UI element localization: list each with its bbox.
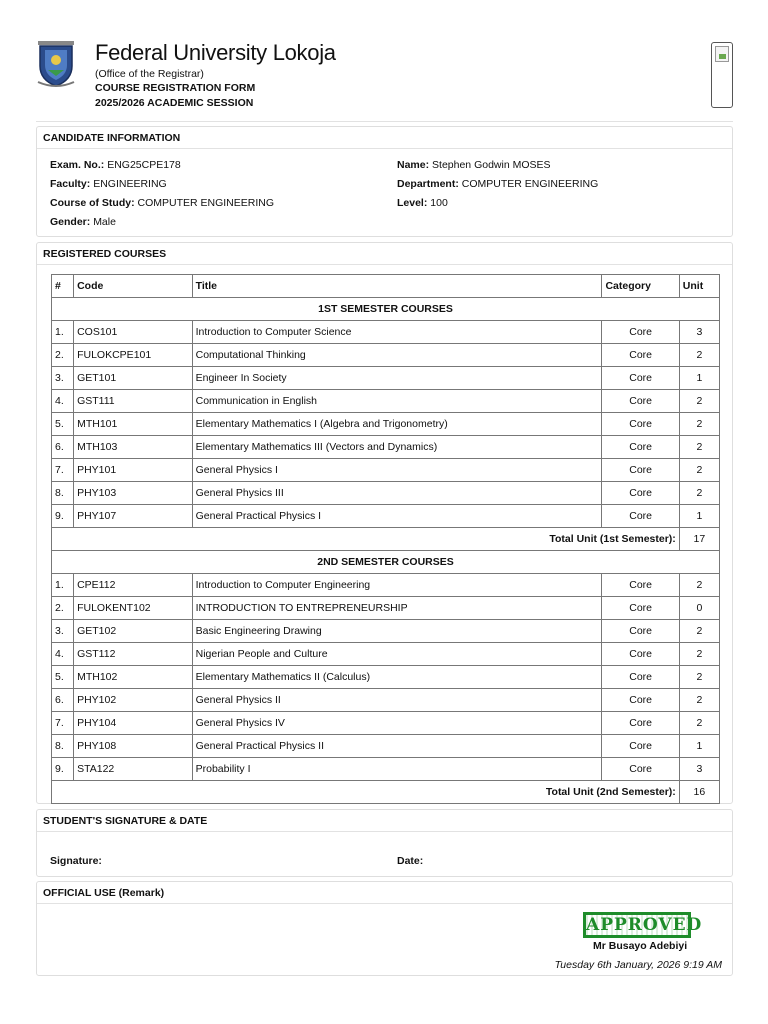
table-row [52, 597, 720, 620]
course-unit: 2 [679, 459, 719, 482]
course-unit: 2 [679, 413, 719, 436]
course-title: INTRODUCTION TO ENTREPRENEURSHIP [192, 597, 602, 620]
course-of-study: Course of Study: COMPUTER ENGINEERING [50, 197, 275, 209]
course-title: Communication in English [192, 390, 602, 413]
approver-name: Mr Busayo Adebiyi [593, 940, 688, 952]
course-code: COS101 [74, 321, 193, 344]
course-code: GET102 [74, 620, 193, 643]
course-category: Core [602, 482, 679, 505]
course-unit: 2 [679, 643, 719, 666]
table-header-row [52, 275, 720, 298]
row-number: 4. [52, 390, 74, 413]
column-header: Category [602, 275, 679, 298]
course-code: STA122 [74, 758, 193, 781]
approval-timestamp: Tuesday 6th January, 2026 9:19 AM [554, 959, 722, 971]
course-title: General Physics I [192, 459, 602, 482]
course-title: Elementary Mathematics II (Calculus) [192, 666, 602, 689]
office-line: (Office of the Registrar) [95, 68, 204, 80]
course-code: GET101 [74, 367, 193, 390]
row-number: 2. [52, 597, 74, 620]
signature-label: Signature: [50, 855, 102, 867]
course-title: Nigerian People and Culture [192, 643, 602, 666]
panel-heading: CANDIDATE INFORMATION [37, 127, 732, 149]
course-unit: 1 [679, 505, 719, 528]
table-row [52, 505, 720, 528]
row-number: 9. [52, 758, 74, 781]
course-title: Engineer In Society [192, 367, 602, 390]
course-unit: 2 [679, 344, 719, 367]
table-row [52, 367, 720, 390]
passport-photo [711, 42, 733, 108]
registered-courses-panel [36, 242, 733, 804]
course-category: Core [602, 367, 679, 390]
course-category: Core [602, 413, 679, 436]
table-row [52, 620, 720, 643]
department: Department: COMPUTER ENGINEERING [397, 178, 599, 190]
course-title: General Physics II [192, 689, 602, 712]
column-header: Title [192, 275, 602, 298]
table-row [52, 436, 720, 459]
signature-panel [36, 809, 733, 877]
course-category: Core [602, 643, 679, 666]
column-header: Unit [679, 275, 719, 298]
table-row [52, 689, 720, 712]
university-name: Federal University Lokoja [95, 40, 336, 65]
form-title: COURSE REGISTRATION FORM [95, 82, 256, 94]
course-category: Core [602, 436, 679, 459]
course-unit: 2 [679, 666, 719, 689]
row-number: 5. [52, 666, 74, 689]
form-header [36, 40, 736, 116]
course-unit: 2 [679, 574, 719, 597]
course-unit: 2 [679, 482, 719, 505]
row-number: 8. [52, 482, 74, 505]
level: Level: 100 [397, 197, 448, 209]
course-category: Core [602, 321, 679, 344]
course-code: MTH102 [74, 666, 193, 689]
course-code: PHY107 [74, 505, 193, 528]
panel-heading: OFFICIAL USE (Remark) [37, 882, 732, 904]
course-unit: 3 [679, 758, 719, 781]
course-unit: 1 [679, 367, 719, 390]
course-category: Core [602, 620, 679, 643]
session-line: 2025/2026 ACADEMIC SESSION [95, 97, 254, 109]
course-unit: 2 [679, 390, 719, 413]
course-unit: 2 [679, 689, 719, 712]
panel-heading: STUDENT'S SIGNATURE & DATE [37, 810, 732, 832]
course-category: Core [602, 597, 679, 620]
total-row [52, 781, 720, 804]
row-number: 3. [52, 367, 74, 390]
course-unit: 2 [679, 620, 719, 643]
course-category: Core [602, 758, 679, 781]
course-title: General Physics IV [192, 712, 602, 735]
candidate-information-panel [36, 126, 733, 237]
semester-heading: 2ND SEMESTER COURSES [52, 551, 720, 574]
course-code: PHY102 [74, 689, 193, 712]
row-number: 1. [52, 574, 74, 597]
table-row [52, 482, 720, 505]
course-title: General Physics III [192, 482, 602, 505]
row-number: 5. [52, 413, 74, 436]
row-number: 4. [52, 643, 74, 666]
panel-heading: REGISTERED COURSES [37, 243, 732, 265]
university-crest-icon [36, 40, 76, 88]
course-code: PHY101 [74, 459, 193, 482]
course-title: Basic Engineering Drawing [192, 620, 602, 643]
course-category: Core [602, 459, 679, 482]
course-category: Core [602, 574, 679, 597]
course-unit: 3 [679, 321, 719, 344]
table-row [52, 390, 720, 413]
course-code: MTH103 [74, 436, 193, 459]
course-unit: 1 [679, 735, 719, 758]
row-number: 2. [52, 344, 74, 367]
row-number: 7. [52, 459, 74, 482]
table-row [52, 712, 720, 735]
total-row [52, 528, 720, 551]
course-category: Core [602, 390, 679, 413]
course-category: Core [602, 689, 679, 712]
column-header: Code [74, 275, 193, 298]
course-code: FULOKENT102 [74, 597, 193, 620]
course-unit: 2 [679, 712, 719, 735]
course-title: Elementary Mathematics I (Algebra and Trigonometry) [192, 413, 602, 436]
table-row [52, 413, 720, 436]
semester-heading-row [52, 551, 720, 574]
course-unit: 2 [679, 436, 719, 459]
course-title: General Practical Physics II [192, 735, 602, 758]
course-code: MTH101 [74, 413, 193, 436]
table-row [52, 344, 720, 367]
total-label: Total Unit (2nd Semester): [52, 781, 680, 804]
row-number: 6. [52, 436, 74, 459]
row-number: 3. [52, 620, 74, 643]
course-category: Core [602, 505, 679, 528]
table-row [52, 643, 720, 666]
gender: Gender: Male [50, 216, 116, 228]
column-header: # [52, 275, 74, 298]
course-category: Core [602, 712, 679, 735]
row-number: 6. [52, 689, 74, 712]
table-row [52, 666, 720, 689]
course-category: Core [602, 735, 679, 758]
exam-number: Exam. No.: ENG25CPE178 [50, 159, 181, 171]
semester-heading: 1ST SEMESTER COURSES [52, 298, 720, 321]
course-title: Computational Thinking [192, 344, 602, 367]
row-number: 1. [52, 321, 74, 344]
total-value: 17 [679, 528, 719, 551]
course-code: PHY103 [74, 482, 193, 505]
semester-heading-row [52, 298, 720, 321]
course-category: Core [602, 344, 679, 367]
table-row [52, 321, 720, 344]
course-title: Probability I [192, 758, 602, 781]
course-code: GST111 [74, 390, 193, 413]
row-number: 8. [52, 735, 74, 758]
total-label: Total Unit (1st Semester): [52, 528, 680, 551]
course-code: GST112 [74, 643, 193, 666]
table-row [52, 735, 720, 758]
course-code: PHY108 [74, 735, 193, 758]
course-title: Elementary Mathematics III (Vectors and Dynamics) [192, 436, 602, 459]
table-row [52, 574, 720, 597]
table-row [52, 459, 720, 482]
course-title: Introduction to Computer Engineering [192, 574, 602, 597]
candidate-name: Name: Stephen Godwin MOSES [397, 159, 551, 171]
total-value: 16 [679, 781, 719, 804]
course-unit: 0 [679, 597, 719, 620]
course-code: PHY104 [74, 712, 193, 735]
row-number: 9. [52, 505, 74, 528]
course-title: Introduction to Computer Science [192, 321, 602, 344]
date-label: Date: [397, 855, 424, 867]
courses-table [51, 274, 720, 804]
header-divider [36, 121, 733, 122]
course-category: Core [602, 666, 679, 689]
faculty: Faculty: ENGINEERING [50, 178, 167, 190]
course-code: CPE112 [74, 574, 193, 597]
course-title: General Practical Physics I [192, 505, 602, 528]
approved-stamp: APPROVED [583, 912, 691, 938]
title-block [95, 40, 336, 111]
official-use-panel [36, 881, 733, 976]
broken-image-icon [715, 46, 729, 62]
course-code: FULOKCPE101 [74, 344, 193, 367]
table-row [52, 758, 720, 781]
row-number: 7. [52, 712, 74, 735]
